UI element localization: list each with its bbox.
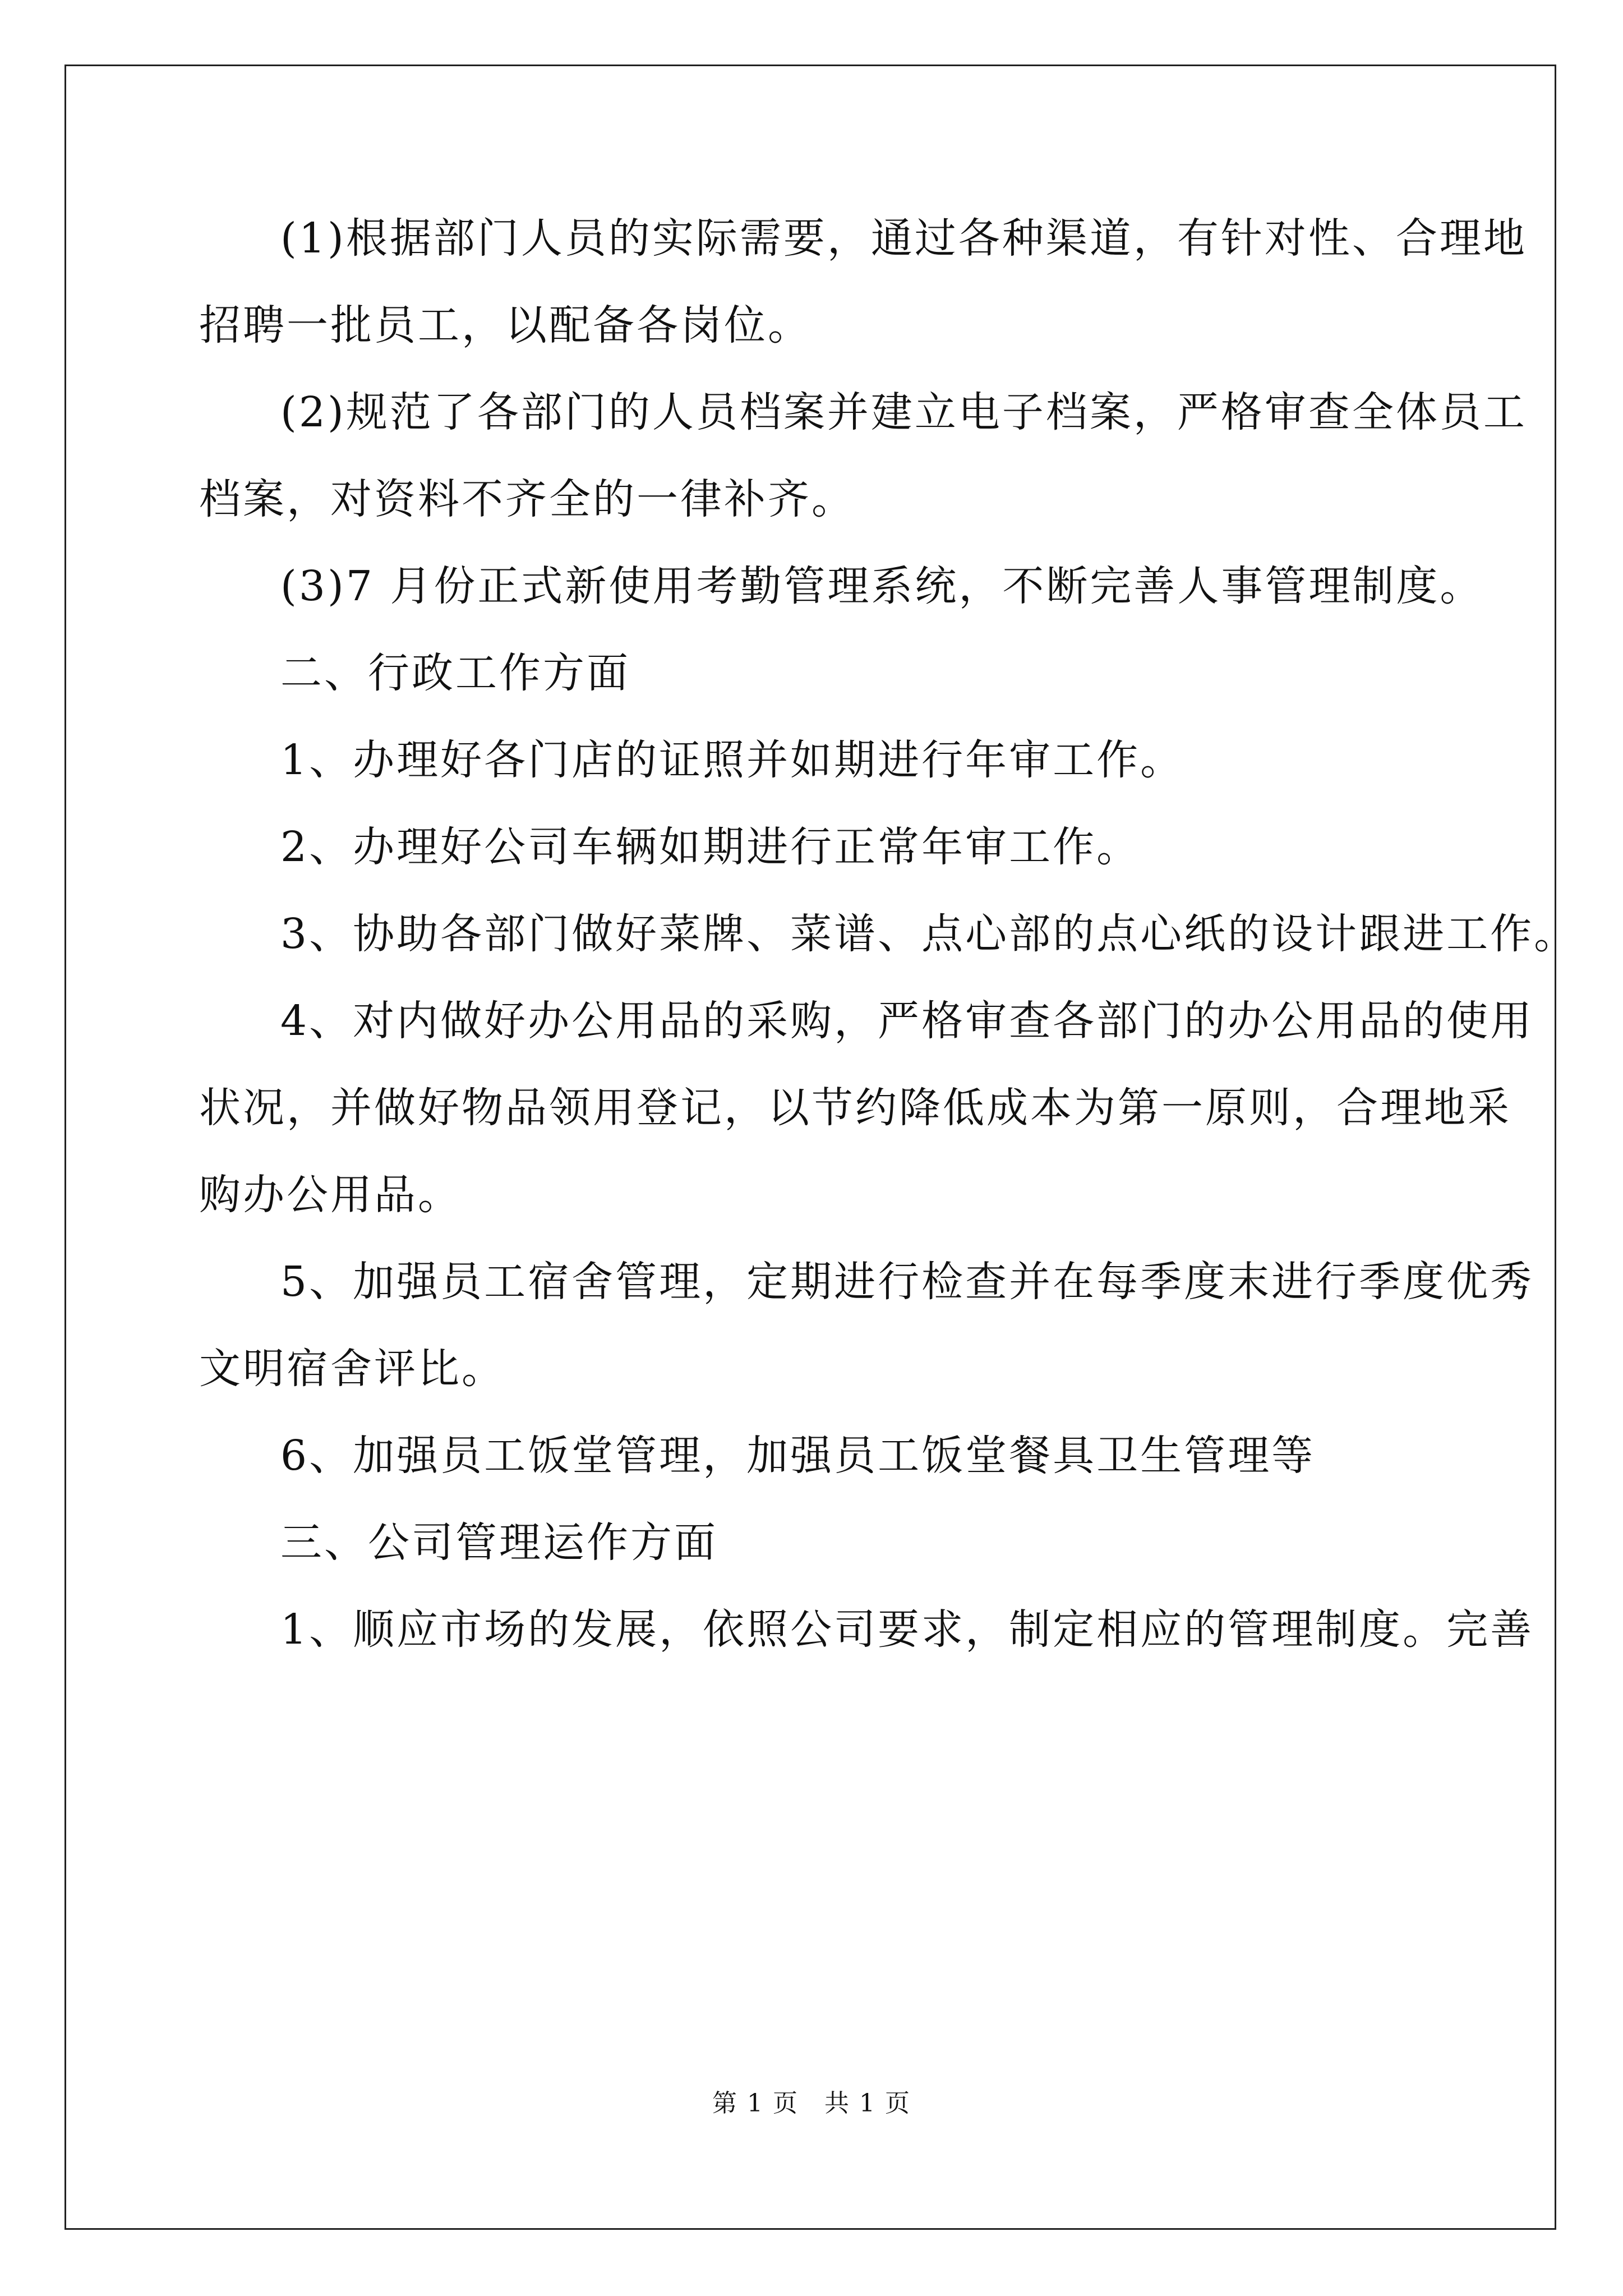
paragraph-line: (3)7 月份正式新使用考勤管理系统，不断完善人事管理制度。 [280, 562, 1484, 610]
section-heading: 三、公司管理运作方面 [280, 1519, 718, 1567]
paragraph-line: 6、加强员工饭堂管理，加强员工饭堂餐具卫生管理等 [280, 1432, 1316, 1480]
paragraph-line: 招聘一批员工，以配备各岗位。 [199, 301, 811, 349]
paragraph-line: 购办公用品。 [199, 1171, 462, 1219]
paragraph-line: (1)根据部门人员的实际需要，通过各种渠道，有针对性、合理地 [280, 214, 1527, 263]
paragraph-line: 4、对内做好办公用品的采购，严格审查各部门的办公用品的使用 [280, 997, 1534, 1045]
paragraph-line: 5、加强员工宿舍管理，定期进行检查并在每季度末进行季度优秀 [280, 1258, 1534, 1306]
section-heading: 二、行政工作方面 [280, 649, 630, 697]
paragraph-line: 状况，并做好物品领用登记，以节约降低成本为第一原则，合理地采 [199, 1084, 1511, 1132]
paragraph-line: 2、办理好公司车辆如期进行正常年审工作。 [280, 823, 1141, 871]
paragraph-line: 文明宿舍评比。 [199, 1345, 505, 1393]
paragraph-line: 3、协助各部门做好菜牌、菜谱、点心部的点心纸的设计跟进工作。 [280, 910, 1578, 958]
paragraph-line: (2)规范了各部门的人员档案并建立电子档案，严格审查全体员工 [280, 388, 1527, 436]
paragraph-line: 1、顺应市场的发展，依照公司要求，制定相应的管理制度。完善 [280, 1605, 1534, 1654]
paragraph-line: 1、办理好各门店的证照并如期进行年审工作。 [280, 736, 1184, 784]
paragraph-line: 档案，对资料不齐全的一律补齐。 [199, 475, 855, 523]
page-number-footer: 第 1 页 共 1 页 [712, 2089, 911, 2118]
